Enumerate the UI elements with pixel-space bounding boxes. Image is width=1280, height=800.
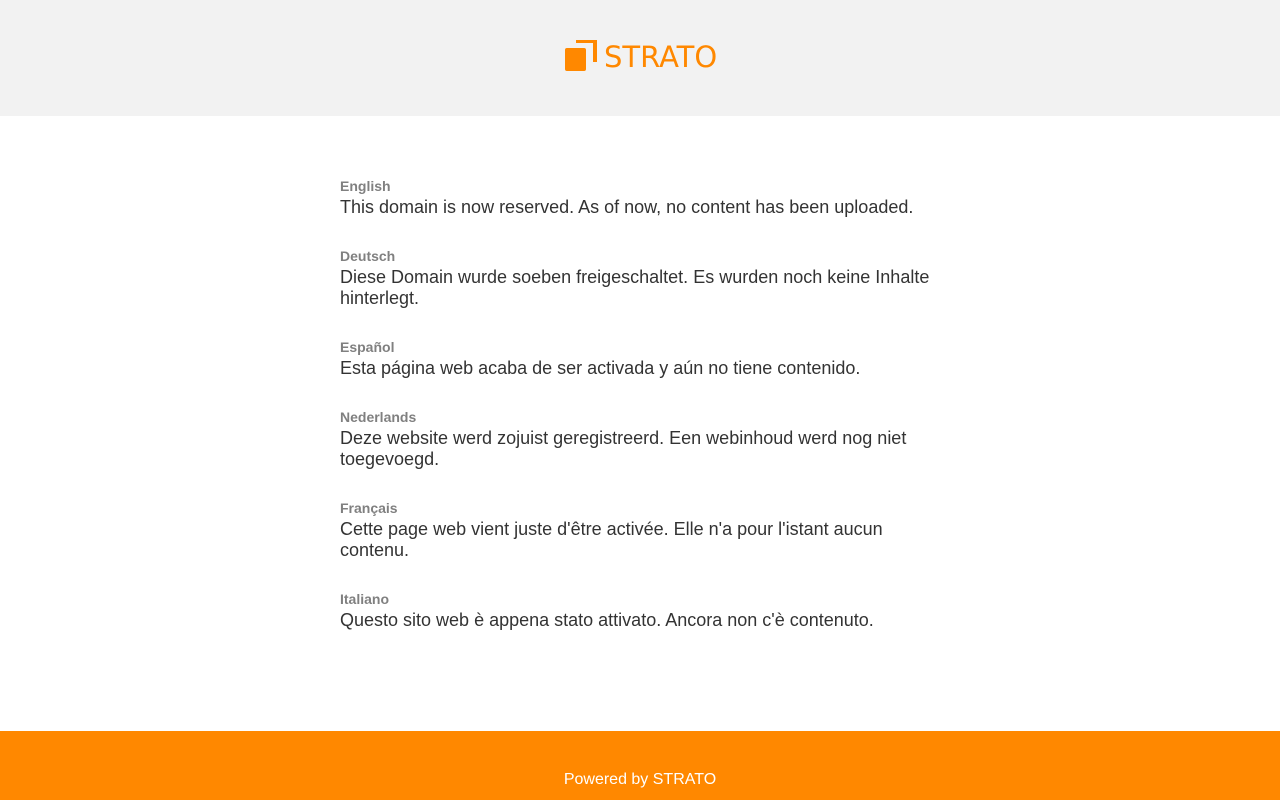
language-block-espanol [340, 339, 940, 379]
language-messages [340, 178, 940, 661]
language-label: Nederlands [340, 409, 417, 425]
language-block-deutsch [340, 248, 940, 309]
language-block-nederlands [340, 409, 940, 470]
language-message: Questo sito web è appena stato attivato. Ancora non c'è contenuto. [340, 610, 874, 630]
powered-by-text: Powered by STRATO [563, 771, 717, 788]
language-block-italiano [340, 591, 940, 631]
language-block-francais [340, 500, 940, 561]
language-label: Français [340, 500, 398, 516]
logo-wordmark: STRATO [604, 40, 718, 74]
page-header [0, 0, 1280, 116]
language-message: Esta página web acaba de ser activada y aún no tiene contenido. [340, 358, 861, 378]
page-footer [0, 731, 1280, 800]
language-label: Español [340, 339, 395, 355]
language-message: Cette page web vient juste d'être activée. Elle n'a pour l'istant aucun contenu. [340, 519, 883, 560]
language-block-english [340, 178, 940, 218]
language-label: English [340, 178, 391, 194]
language-message: This domain is now reserved. As of now, no content has been uploaded. [340, 197, 914, 217]
strato-bracket-square-icon [564, 40, 598, 74]
language-message: Diese Domain wurde soeben freigeschaltet. Es wurden noch keine Inhalte hinterlegt. [340, 267, 930, 308]
language-label: Italiano [340, 591, 390, 607]
language-message: Deze website werd zojuist geregistreerd. Een webinhoud werd nog niet toegevoegd. [340, 428, 907, 469]
strato-logo[interactable] [564, 40, 724, 74]
language-label: Deutsch [340, 248, 396, 264]
